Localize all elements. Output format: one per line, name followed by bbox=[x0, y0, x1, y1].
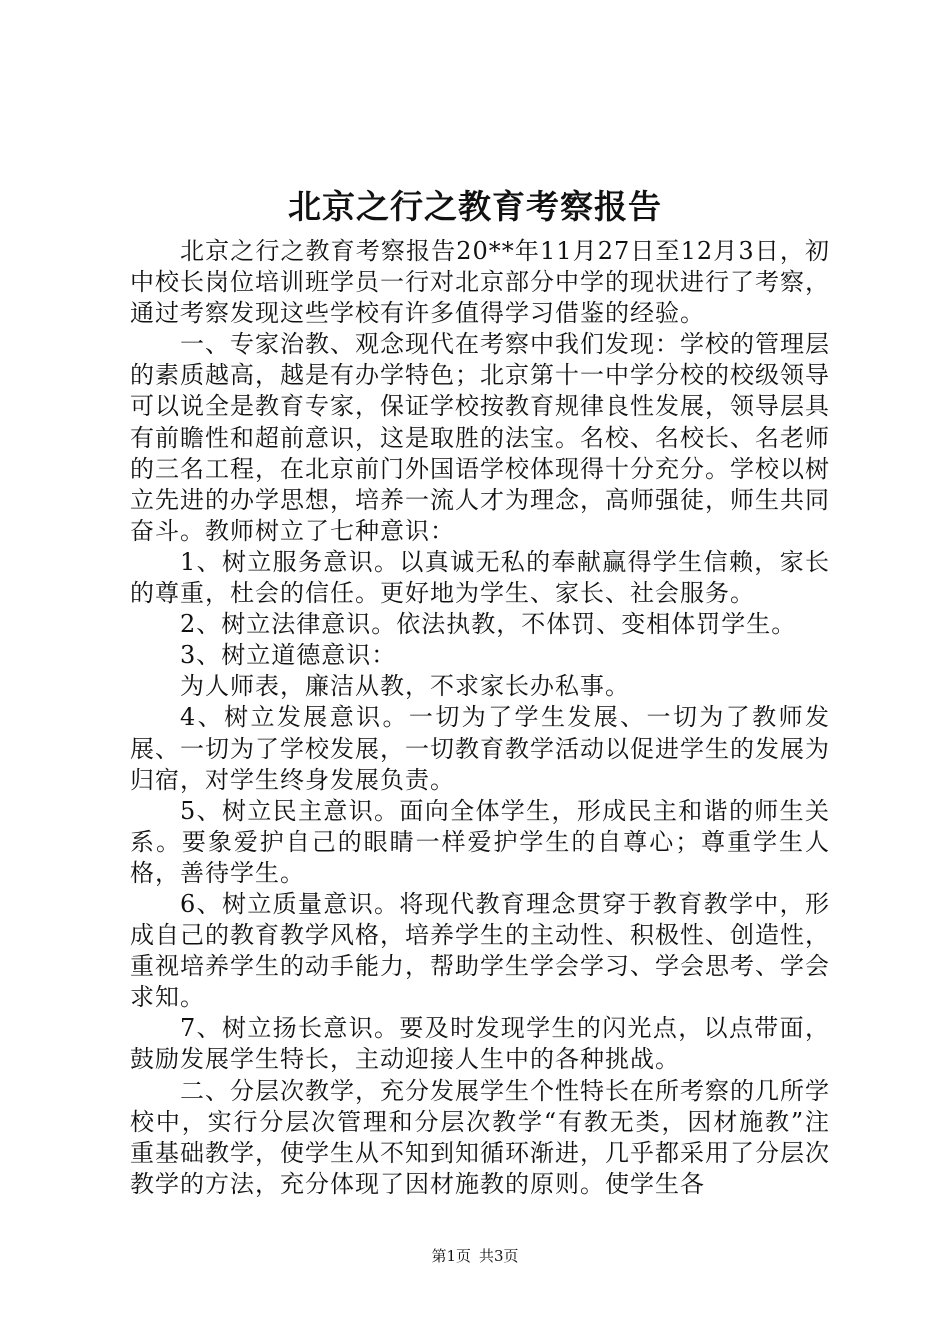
paragraph-section-2: 二、分层次教学，充分发展学生个性特长在所考察的几所学校中，实行分层次管理和分层次教学“有教无类，因材施教”注重基础教学，使学生从不知到知循环渐进，几乎都采用了分层次教学的方法，充分体现了因材施教的原则。使学生各 bbox=[130, 1076, 830, 1198]
paragraph-item-4: 4、树立发展意识。一切为了学生发展、一切为了教师发展、一切为了学校发展，一切教育教学活动以促进学生的发展为归宿，对学生终身发展负责。 bbox=[130, 703, 830, 794]
paragraph-item-2: 2、树立法律意识。依法执教，不体罚、变相体罚学生。 bbox=[180, 610, 797, 639]
paragraph-item-1: 1、树立服务意识。以真诚无私的奉献赢得学生信赖，家长的尊重，杜会的信任。更好地为学生、家长、社会服务。 bbox=[130, 547, 830, 608]
page-number: 第1页 bbox=[431, 1247, 471, 1265]
paragraph-item-5: 5、树立民主意识。面向全体学生，形成民主和谐的师生关系。要象爱护自己的眼睛一样爱护学生的自尊心；尊重学生人格，善待学生。 bbox=[130, 796, 830, 887]
document-title: 北京之行之教育考察报告 bbox=[288, 187, 662, 226]
paragraph-section-1: 一、专家治教、观念现代在考察中我们发现：学校的管理层的素质越高，越是有办学特色；北京第十一中学分校的校级领导可以说全是教育专家，保证学校按教育规律良性发展，领导层具有前瞻性和超前意识，这是取胜的法宝。名校、名校长、名老师的三名工程，在北京前门外国语学校体现得十分充分。学校以树立先进的办学思想，培养一流人才为理念，高师强徒，师生共同奋斗。教师树立了七种意识： bbox=[130, 330, 830, 545]
document-body bbox=[130, 236, 830, 1200]
paragraph-item-3-detail: 为人师表，廉洁从教，不求家长办私事。 bbox=[180, 672, 630, 701]
paragraph-intro: 北京之行之教育考察报告20**年11月27日至12月3日，初中校长岗位培训班学员一行对北京部分中学的现状进行了考察，通过考察发现这些学校有许多值得学习借鉴的经验。 bbox=[130, 237, 830, 328]
paragraph-item-3: 3、树立道德意识： bbox=[180, 641, 397, 670]
paragraph-item-7: 7、树立扬长意识。要及时发现学生的闪光点，以点带面，鼓励发展学生特长，主动迎接人生中的各种挑战。 bbox=[130, 1014, 830, 1074]
page-footer bbox=[0, 1244, 950, 1268]
page-total: 共3页 bbox=[479, 1247, 519, 1265]
paragraph-item-6: 6、树立质量意识。将现代教育理念贯穿于教育教学中，形成自己的教育教学风格，培养学生的主动性、积极性、创造性，重视培养学生的动手能力，帮助学生学会学习、学会思考、学会求知。 bbox=[130, 889, 830, 1012]
